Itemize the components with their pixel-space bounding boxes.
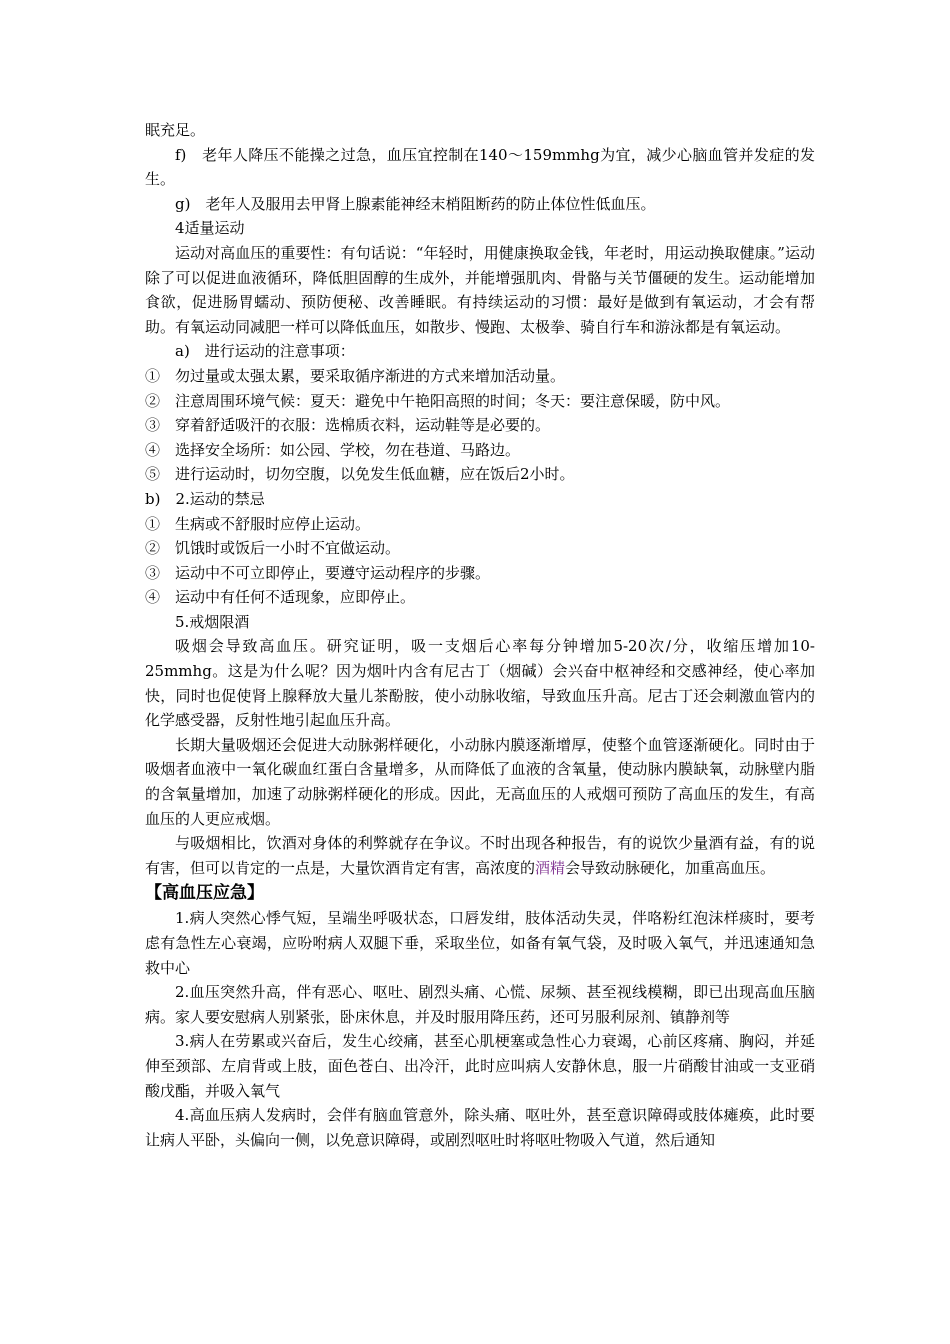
section-title-smoking: 5.戒烟限酒: [175, 612, 250, 631]
paragraph-smoking-1: 吸烟会导致高血压。研究证明，吸一支烟后心率每分钟增加5-20次/分，收缩压增加10-25mmhg。这是为什么呢？因为烟叶内含有尼古丁（烟碱）会兴奋中枢神经和交感神经，使心率加快，同时也促使肾上腺释放大量儿茶酚胺，使小动脉收缩，导致血压升高。尼古丁还会刺激血管内的化学感受器，反射性地引起血压升高。: [145, 637, 815, 730]
section-title-exercise: 4适量运动: [175, 219, 245, 238]
list-item-2: ② 注意周围环境气候：夏天：避免中午艳阳高照的时间；冬天：要注意保暖，防中风。: [145, 391, 731, 410]
list-item-5: ⑤ 进行运动时，切勿空腹，以免发生低血糖，应在饭后2小时。: [145, 465, 575, 484]
list-item-4: ④ 选择安全场所：如公园、学校，勿在巷道、马路边。: [145, 440, 521, 459]
list-item-3: ③ 穿着舒适吸汗的衣服：选棉质衣料，运动鞋等是必要的。: [145, 416, 551, 435]
alcohol-link[interactable]: 酒精: [535, 858, 566, 877]
heading-emergency: 【高血压应急】: [145, 883, 264, 904]
emergency-item-1: 1.病人突然心悸气短，呈端坐呼吸状态，口唇发绀，肢体活动失灵，伴咯粉红泡沫样痰时，要考虑有急性左心衰竭，应吩咐病人双腿下垂，采取坐位，如备有氧气袋，及时吸入氧气，并迅速通知急救中心: [145, 909, 815, 977]
paragraph-sleep: 眠充足。: [145, 121, 206, 139]
list-item-1: ① 勿过量或太强太累，要采取循序渐进的方式来增加活动量。: [145, 366, 566, 385]
emergency-item-4: 4.高血压病人发病时，会伴有脑血管意外，除头痛、呕吐外，甚至意识障碍或肢体瘫痪，此时要让病人平卧，头偏向一侧，以免意识障碍，或剧烈呕吐时将呕吐物吸入气道，然后通知: [145, 1106, 815, 1149]
list-item-taboo-3: ③ 运动中不可立即停止，要遵守运动程序的步骤。: [145, 563, 491, 582]
emergency-item-3: 3.病人在劳累或兴奋后，发生心绞痛，甚至心肌梗塞或急性心力衰竭，心前区疼痛、胸闷，并延伸至颈部、左肩背或上肢，面色苍白、出冷汗，此时应叫病人安静休息，服一片硝酸甘油或一支亚硝酸戊酯，并吸入氧气: [145, 1032, 815, 1100]
alcohol-text-b: 会导致动脉硬化，加重高血压。: [565, 858, 776, 877]
paragraph-exercise: 运动对高血压的重要性：有句话说：“年轻时，用健康换取金钱，年老时，用运动换取健康。”运动除了可以促进血液循环，降低胆固醇的生成外，并能增强肌肉、骨骼与关节僵硬的发生。运动能增加食欲，促进肠胃蠕动、预防便秘、改善睡眠。有持续运动的习惯：最好是做到有氧运动，才会有帮助。有氧运动同减肥一样可以降低血压，如散步、慢跑、太极拳、骑自行车和游泳都是有氧运动。: [145, 243, 815, 336]
list-item-f: f) 老年人降压不能操之过急，血压宜控制在140～159mmhg为宜，减少心脑血管并发症的发生。: [145, 145, 815, 189]
list-item-a: a) 进行运动的注意事项：: [175, 342, 355, 361]
list-item-b: b) 2.运动的禁忌: [145, 489, 265, 508]
list-item-taboo-2: ② 饥饿时或饭后一小时不宜做运动。: [145, 539, 401, 558]
alcohol-text-a: 与吸烟相比，饮酒对身体的利弊就存在争议。不时出现各种报告，有的说饮少量酒有益，有的说有害，但可以肯定的一点是，大量饮酒肯定有害，高浓度的: [145, 834, 815, 877]
list-item-taboo-1: ① 生病或不舒服时应停止运动。: [145, 514, 371, 533]
list-item-g: g) 老年人及服用去甲肾上腺素能神经末梢阻断药的防止体位性低血压。: [175, 194, 656, 213]
document-page: [145, 118, 815, 1152]
paragraph-smoking-2: 长期大量吸烟还会促进大动脉粥样硬化，小动脉内膜逐渐增厚，使整个血管逐渐硬化。同时由于吸烟者血液中一氧化碳血红蛋白含量增多，从而降低了血液的含氧量，使动脉内膜缺氧，动脉壁内脂的含氧量增加，加速了动脉粥样硬化的形成。因此，无高血压的人戒烟可预防了高血压的发生，有高血压的人更应戒烟。: [145, 735, 815, 828]
list-item-taboo-4: ④ 运动中有任何不适现象，应即停止。: [145, 588, 416, 607]
paragraph-alcohol: [145, 831, 815, 880]
emergency-item-2: 2.血压突然升高，伴有恶心、呕吐、剧烈头痛、心慌、尿频、甚至视线模糊，即已出现高血压脑病。家人要安慰病人别紧张，卧床休息，并及时服用降压药，还可另服利尿剂、镇静剂等: [145, 983, 815, 1026]
